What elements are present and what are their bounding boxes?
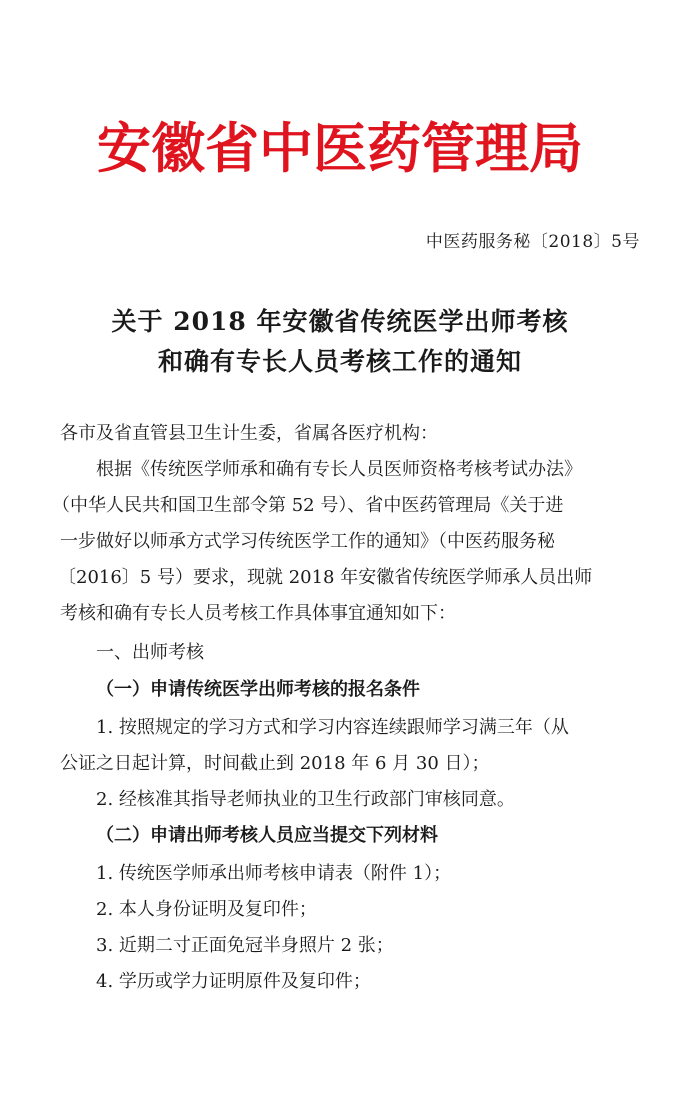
intro-line: 考核和确有专长人员考核工作具体事宜通知如下： (60, 603, 456, 624)
document-number: 中医药服务秘〔2018〕5号 (425, 232, 640, 252)
list-item: 1. 按照规定的学习方式和学习内容连续跟师学习满三年（从 (96, 717, 569, 738)
title-line-2: 和确有专长人员考核工作的通知 (157, 347, 522, 376)
salutation: 各市及省直管县卫生计生委，省属各医疗机构： (60, 423, 438, 444)
intro-line: 〔2016〕5 号）要求，现就 2018 年安徽省传统医学师承人员出师 (58, 567, 593, 588)
list-item: 2. 本人身份证明及复印件； (96, 899, 317, 920)
agency-header: 安徽省中医药管理局 (97, 116, 583, 180)
list-item: 1. 传统医学师承出师考核申请表（附件 1）； (96, 863, 452, 884)
title-line-1: 关于 2018 年安徽省传统医学出师考核 (111, 307, 569, 336)
intro-line: 一步做好以师承方式学习传统医学工作的通知》（中医药服务秘 (60, 531, 555, 552)
subsection-heading: （一）申请传统医学出师考核的报名条件 (96, 679, 420, 700)
list-item: 3. 近期二寸正面免冠半身照片 2 张； (96, 935, 394, 956)
intro-line: 根据《传统医学师承和确有专长人员医师资格考核考试办法》 (96, 459, 582, 480)
list-item: 2. 经核准其指导老师执业的卫生行政部门审核同意。 (96, 789, 515, 810)
intro-line: （中华人民共和国卫生部令第 52 号）、省中医药管理局《关于进 (52, 495, 564, 516)
section-heading: 一、出师考核 (96, 642, 204, 663)
list-item: 4. 学历或学力证明原件及复印件； (96, 971, 371, 992)
subsection-heading: （二）申请出师考核人员应当提交下列材料 (96, 825, 438, 846)
list-item: 公证之日起计算，时间截止到 2018 年 6 月 30 日）； (60, 753, 490, 774)
